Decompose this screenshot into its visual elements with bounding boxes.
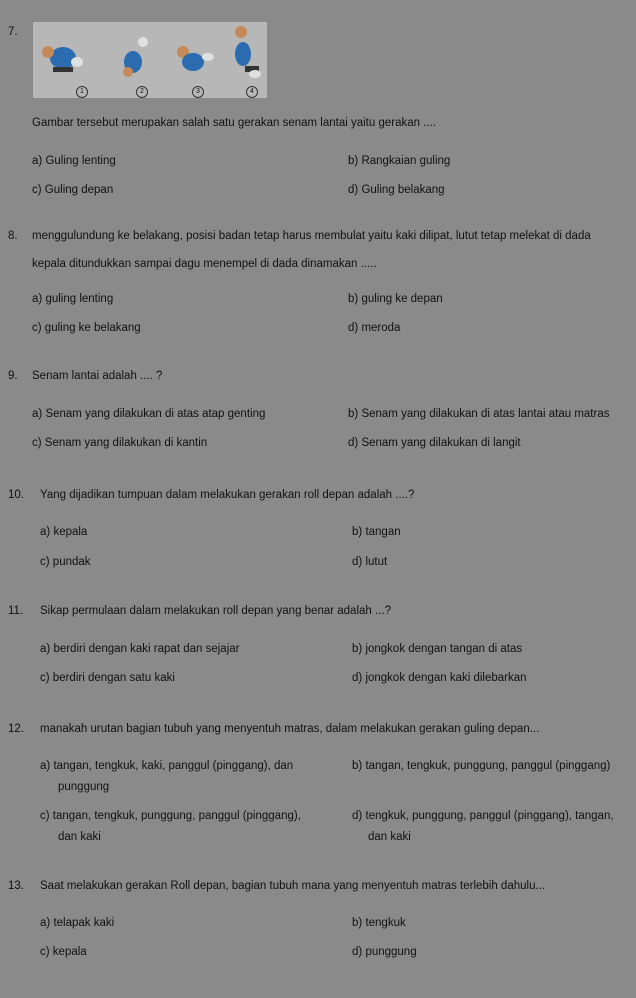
question-8-text-line1: menggulundung ke belakang, posisi badan tetap harus membulat yaitu kaki dilipat, lutut tetap melekat di dada xyxy=(32,230,591,242)
q10-option-d[interactable]: d) lutut xyxy=(352,556,388,568)
q9-option-a[interactable]: a) Senam yang dilakukan di atas atap genting xyxy=(32,408,266,420)
q7-option-b[interactable]: b) Rangkaian guling xyxy=(348,155,451,167)
q9-option-d[interactable]: d) Senam yang dilakukan di langit xyxy=(348,437,521,449)
q7-option-a[interactable]: a) Guling lenting xyxy=(32,155,116,167)
question-12-text: manakah urutan bagian tubuh yang menyentuh matras, dalam melakukan gerakan guling depan... xyxy=(40,723,540,735)
q11-option-c[interactable]: c) berdiri dengan satu kaki xyxy=(40,672,175,684)
question-13-number: 13. xyxy=(8,880,24,892)
q12-option-d[interactable]: d) tengkuk, punggung, panggul (pinggang), tangan, xyxy=(352,810,614,822)
rolling-figure-illustration xyxy=(33,22,267,98)
question-10-text: Yang dijadikan tumpuan dalam melakukan gerakan roll depan adalah ....? xyxy=(40,489,415,501)
q10-option-c[interactable]: c) pundak xyxy=(40,556,91,568)
question-8-number: 8. xyxy=(8,230,18,242)
figure-label-4: 4 xyxy=(246,86,258,98)
question-9-number: 9. xyxy=(8,370,18,382)
q12-option-c-cont: dan kaki xyxy=(58,831,101,843)
q7-option-d[interactable]: d) Guling belakang xyxy=(348,184,445,196)
q12-option-a[interactable]: a) tangan, tengkuk, kaki, panggul (pinggang), dan xyxy=(40,760,294,772)
q8-option-a[interactable]: a) guling lenting xyxy=(32,293,114,305)
q8-option-b[interactable]: b) guling ke depan xyxy=(348,293,443,305)
figure-2-roll xyxy=(123,37,148,77)
figure-label-2: 2 xyxy=(136,86,148,98)
q7-option-c[interactable]: c) Guling depan xyxy=(32,184,114,196)
q12-option-c[interactable]: c) tangan, tengkuk, punggung, panggul (pinggang), xyxy=(40,810,301,822)
q12-option-b[interactable]: b) tangan, tengkuk, punggung, panggul (pinggang) xyxy=(352,760,611,772)
q13-option-b[interactable]: b) tengkuk xyxy=(352,917,406,929)
q8-option-c[interactable]: c) guling ke belakang xyxy=(32,322,141,334)
q8-option-d[interactable]: d) meroda xyxy=(348,322,401,334)
question-9-text: Senam lantai adalah .... ? xyxy=(32,370,163,382)
question-7-text: Gambar tersebut merupakan salah satu gerakan senam lantai yaitu gerakan .... xyxy=(32,117,437,129)
q12-option-d-cont: dan kaki xyxy=(368,831,411,843)
question-11-text: Sikap permulaan dalam melakukan roll depan yang benar adalah ...? xyxy=(40,605,391,617)
figure-1-crouch xyxy=(42,46,83,72)
q9-option-c[interactable]: c) Senam yang dilakukan di kantin xyxy=(32,437,208,449)
question-10-number: 10. xyxy=(8,489,24,501)
q11-option-d[interactable]: d) jongkok dengan kaki dilebarkan xyxy=(352,672,527,684)
q9-option-b[interactable]: b) Senam yang dilakukan di atas lantai atau matras xyxy=(348,408,610,420)
question-8-text-line2: kepala ditundukkan sampai dagu menempel di dada dinamakan ..... xyxy=(32,258,377,270)
question-13-text: Saat melakukan gerakan Roll depan, bagian tubuh mana yang menyentuh matras terlebih dahulu... xyxy=(40,880,546,892)
q13-option-a[interactable]: a) telapak kaki xyxy=(40,917,115,929)
q11-option-a[interactable]: a) berdiri dengan kaki rapat dan sejajar xyxy=(40,643,240,655)
q10-option-a[interactable]: a) kepala xyxy=(40,526,88,538)
figure-3-roll xyxy=(177,46,214,71)
question-12-number: 12. xyxy=(8,723,24,735)
q10-option-b[interactable]: b) tangan xyxy=(352,526,401,538)
question-7-number: 7. xyxy=(8,26,18,38)
q13-option-d[interactable]: d) punggung xyxy=(352,946,417,958)
q11-option-b[interactable]: b) jongkok dengan tangan di atas xyxy=(352,643,523,655)
question-11-number: 11. xyxy=(8,605,24,617)
figure-label-3: 3 xyxy=(192,86,204,98)
figure-label-1: 1 xyxy=(76,86,88,98)
q12-option-a-cont: punggung xyxy=(58,781,110,793)
figure-4-finish xyxy=(235,26,261,78)
q13-option-c[interactable]: c) kepala xyxy=(40,946,87,958)
